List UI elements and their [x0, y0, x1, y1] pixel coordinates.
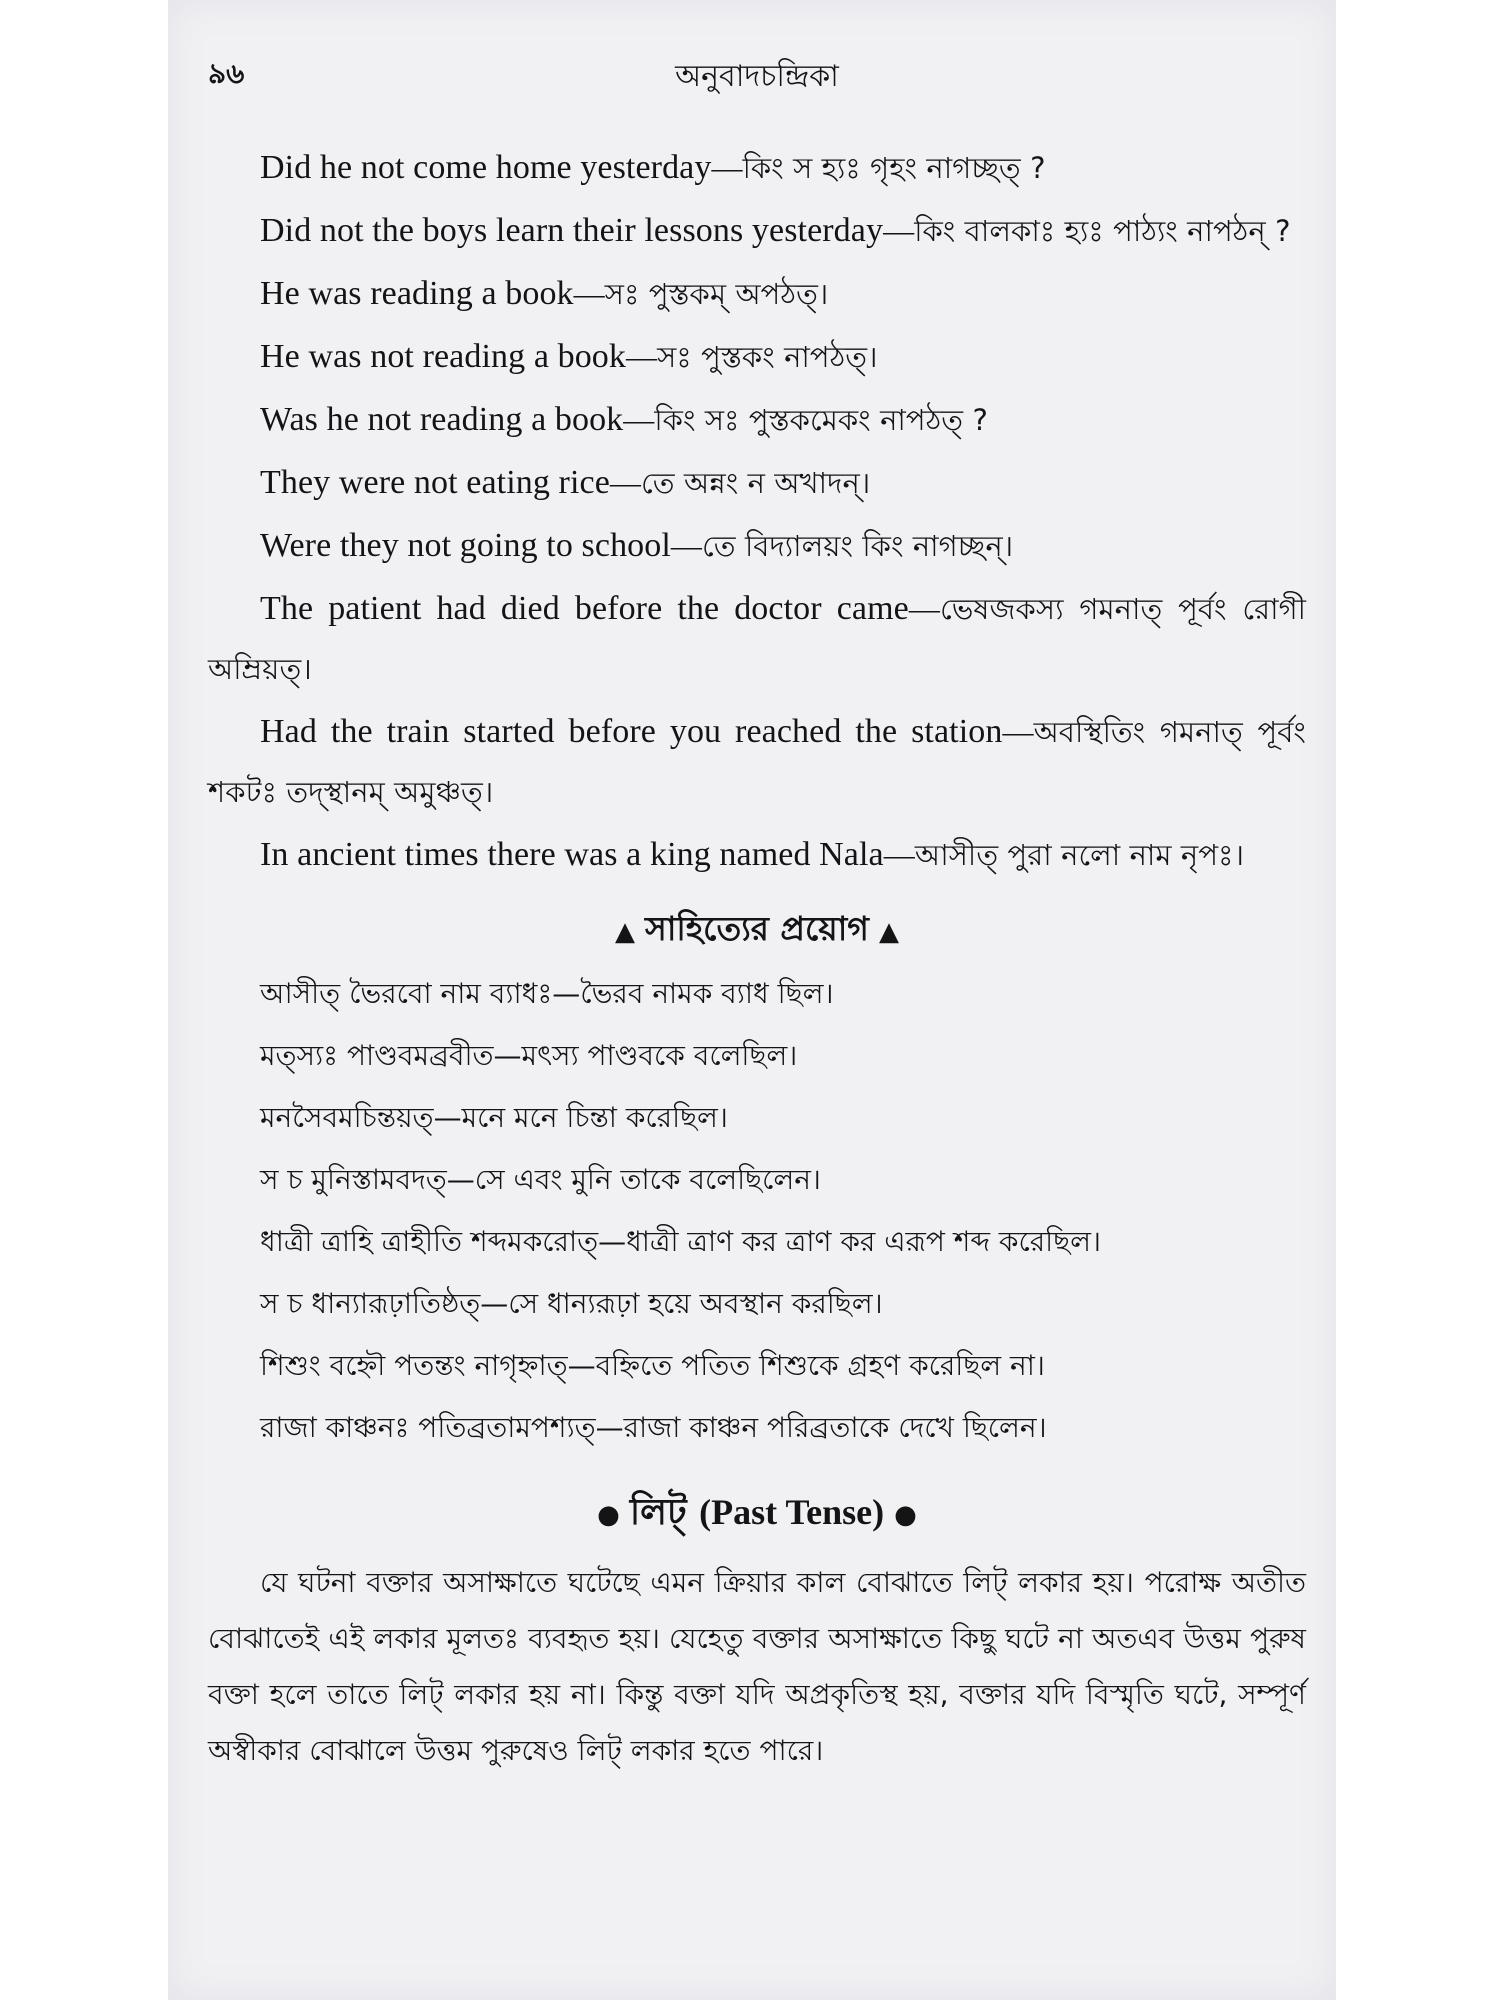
example-separator: —	[1002, 714, 1034, 749]
lit-tense-heading	[208, 1477, 1306, 1547]
example-sanskrit: সঃ পুস্তকম্ অপঠত্।	[604, 277, 829, 311]
literature-line: রাজা কাঞ্চনঃ পতিব্রতামপশ্যত্—রাজা কাঞ্চন পরিব্রতাকে দেখে ছিলেন।	[260, 1411, 1047, 1444]
literature-heading-text: সাহিত্যের প্রয়োগ	[645, 909, 869, 948]
literature-line: স চ ধান্যারূঢ়াতিষ্ঠত্—সে ধান্যরূঢ়া হয়ে অবস্থান করছিল।	[260, 1287, 883, 1320]
example-item	[208, 453, 1306, 513]
example-separator: —	[670, 528, 703, 563]
example-sanskrit: কিং সঃ পুস্তকমেকং নাপঠত্ ?	[654, 403, 988, 437]
example-separator: —	[623, 402, 655, 437]
example-english: He was reading a book	[260, 275, 574, 312]
literature-line: মনসৈবমচিন্তয়ত্—মনে মনে চিন্তা করেছিল।	[260, 1101, 728, 1134]
example-item	[208, 201, 1306, 261]
lit-explanation-paragraph: যে ঘটনা বক্তার অসাক্ষাতে ঘটেছে এমন ক্রিয়ার কাল বোঝাতে লিট্ লকার হয়। পরোক্ষ অতীত বোঝাতেই এই লকার মূলতঃ ব্যবহৃত হয়। যেহেতু বক্তার অসাক্ষাতে কিছু ঘটে না অতএব উত্তম পুরুষ বক্তা হলে তাতে লিট্ লকার হয় না। কিন্তু বক্তা যদি অপ্রকৃতিস্থ হয়, বক্তার যদি বিস্মৃতি ঘটে, সম্পূর্ণ অস্বীকার বোঝালে উত্তম পুরুষেও লিট্ লকার হতে পারে।	[208, 1566, 1306, 1767]
running-head	[208, 52, 1306, 102]
example-sanskrit: আসীত্ পুরা নলো নাম নৃপঃ।	[914, 838, 1245, 872]
literature-line: শিশুং বহ্নৌ পতন্তং নাগৃহ্নাত্—বহ্নিতে পতিত শিশুকে গ্রহণ করেছিল না।	[260, 1349, 1045, 1382]
example-sanskrit: কিং বালকাঃ হ্যঃ পাঠ্যং নাপঠন্ ?	[914, 214, 1291, 248]
example-english: He was not reading a book	[260, 338, 627, 375]
example-item	[208, 516, 1306, 576]
example-sanskrit: তে অন্নং ন অখাদন্।	[641, 466, 871, 500]
triangle-right-icon: ▲	[878, 917, 899, 947]
literature-line: ধাত্রী ত্রাহি ত্রাহীতি শব্দমকরোত্—ধাত্রী ত্রাণ কর ত্রাণ কর এরূপ শব্দ করেছিল।	[260, 1225, 1102, 1258]
bullet-left-icon: ●	[597, 1500, 620, 1530]
page-number: ৯৬	[208, 57, 245, 90]
example-english: Had the train started before you reached the station	[260, 713, 1003, 750]
triangle-left-icon: ▲	[615, 917, 636, 947]
example-english: Were they not going to school	[260, 527, 671, 564]
example-item	[208, 579, 1306, 699]
example-english: Did he not come home yesterday	[260, 149, 712, 186]
example-item	[208, 702, 1306, 822]
body-block	[208, 138, 1306, 1779]
running-title: অনুবাদচন্দ্রিকা	[675, 59, 839, 94]
example-sanskrit: কিং স হ্যঃ গৃহং নাগচ্ছত্ ?	[742, 151, 1046, 185]
example-sanskrit: তে বিদ্যালয়ং কিং নাগচ্ছন্।	[702, 529, 1014, 563]
example-item	[208, 264, 1306, 324]
example-english: In ancient times there was a king named Nala	[260, 836, 884, 873]
lit-heading-english: (Past Tense)	[699, 1492, 885, 1532]
example-separator: —	[711, 150, 743, 185]
example-sanskrit: সঃ পুস্তকং নাপঠত্।	[657, 340, 878, 374]
example-item	[208, 390, 1306, 450]
example-english: The patient had died before the doctor came	[260, 590, 909, 627]
example-item	[208, 327, 1306, 387]
example-separator: —	[883, 837, 915, 872]
lit-heading-bengali: লিট্	[629, 1492, 687, 1533]
example-sanskrit: ভেষজকস্য গমনাত্ পূর্বং রোগী অম্রিয়ত্।	[208, 592, 1307, 686]
bullet-right-icon: ●	[894, 1500, 917, 1530]
example-english: Did not the boys learn their lessons yesterday	[260, 212, 884, 249]
example-separator: —	[908, 591, 940, 626]
example-separator: —	[609, 465, 641, 500]
example-separator: —	[883, 213, 915, 248]
literature-heading	[208, 903, 1306, 955]
literature-examples	[208, 963, 1306, 1459]
literature-line: স চ মুনিস্তামবদত্—সে এবং মুনি তাকে বলেছিলেন।	[260, 1163, 821, 1196]
literature-line: আসীত্ ভৈরবো নাম ব্যাধঃ—ভৈরব নামক ব্যাধ ছিল।	[260, 977, 834, 1010]
example-item	[208, 138, 1306, 198]
example-separator: —	[573, 276, 605, 311]
example-separator: —	[626, 339, 658, 374]
book-page	[168, 0, 1336, 2000]
example-english: Was he not reading a book	[260, 401, 624, 438]
page-content	[208, 0, 1306, 2000]
literature-line: মত্স্যঃ পাণ্ডবমব্রবীত—মৎস্য পাণ্ডবকে বলেছিল।	[260, 1039, 798, 1072]
example-english: They were not eating rice	[260, 464, 610, 501]
example-item	[208, 825, 1306, 885]
translation-examples	[208, 138, 1306, 885]
example-sanskrit: অবস্থিতিং গমনাত্ পূর্বং শকটঃ তদ্স্থানম্ অমুঞ্চত্।	[208, 715, 1306, 809]
